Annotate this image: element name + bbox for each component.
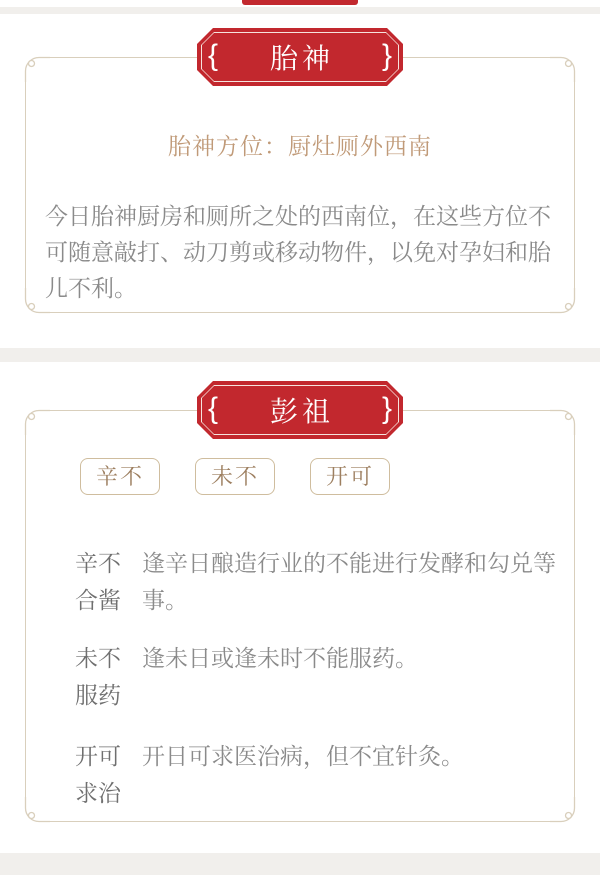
banner-scroll-left-icon: { (208, 391, 219, 425)
frame-edge (25, 432, 26, 800)
taishen-card (20, 38, 580, 318)
frame-edge (574, 432, 575, 800)
banner-scroll-left-icon: { (208, 38, 219, 72)
frame-corner-ornament (550, 405, 580, 435)
frame-edge (47, 821, 553, 822)
section-divider (0, 348, 600, 362)
pengzu-card (20, 391, 580, 827)
tag-weibu[interactable]: 未不 (195, 458, 275, 495)
section-divider (0, 853, 600, 875)
card-title: 胎神 (269, 43, 334, 74)
row-label: 未不服药 (75, 645, 121, 708)
row-label: 开可求治 (75, 743, 121, 806)
taishen-banner (197, 28, 403, 86)
frame-edge (574, 79, 575, 291)
banner-scroll-right-icon: } (381, 391, 392, 425)
row-description: 开日可求医治病，但不宜针灸。 (142, 743, 464, 769)
card-title: 彭祖 (269, 396, 334, 427)
frame-edge (25, 79, 26, 291)
pengzu-row (75, 545, 560, 619)
pengzu-row (75, 640, 560, 714)
tag-kaike[interactable]: 开可 (310, 458, 390, 495)
frame-edge (47, 312, 553, 313)
pengzu-banner (197, 381, 403, 439)
row-description: 逢辛日酿造行业的不能进行发酵和勾兑等事。 (142, 550, 556, 613)
banner-scroll-right-icon: } (381, 38, 392, 72)
row-label: 辛不合酱 (75, 550, 121, 613)
taishen-description: 今日胎神厨房和厕所之处的西南位，在这些方位不可随意敲打、动刀剪或移动物件，以免对孕妇和胎儿不利。 (45, 203, 551, 301)
previous-banner-fragment (242, 0, 358, 5)
frame-corner-ornament (550, 52, 580, 82)
frame-corner-ornament (20, 52, 50, 82)
taishen-direction-heading: 胎神方位：厨灶厕外西南 (168, 133, 432, 159)
row-description: 逢未日或逢未时不能服药。 (142, 645, 418, 671)
frame-corner-ornament (20, 797, 50, 827)
pengzu-row (75, 738, 560, 812)
tag-xinbu[interactable]: 辛不 (80, 458, 160, 495)
pengzu-tag-row (80, 458, 390, 495)
frame-corner-ornament (20, 405, 50, 435)
section-divider (0, 7, 600, 14)
